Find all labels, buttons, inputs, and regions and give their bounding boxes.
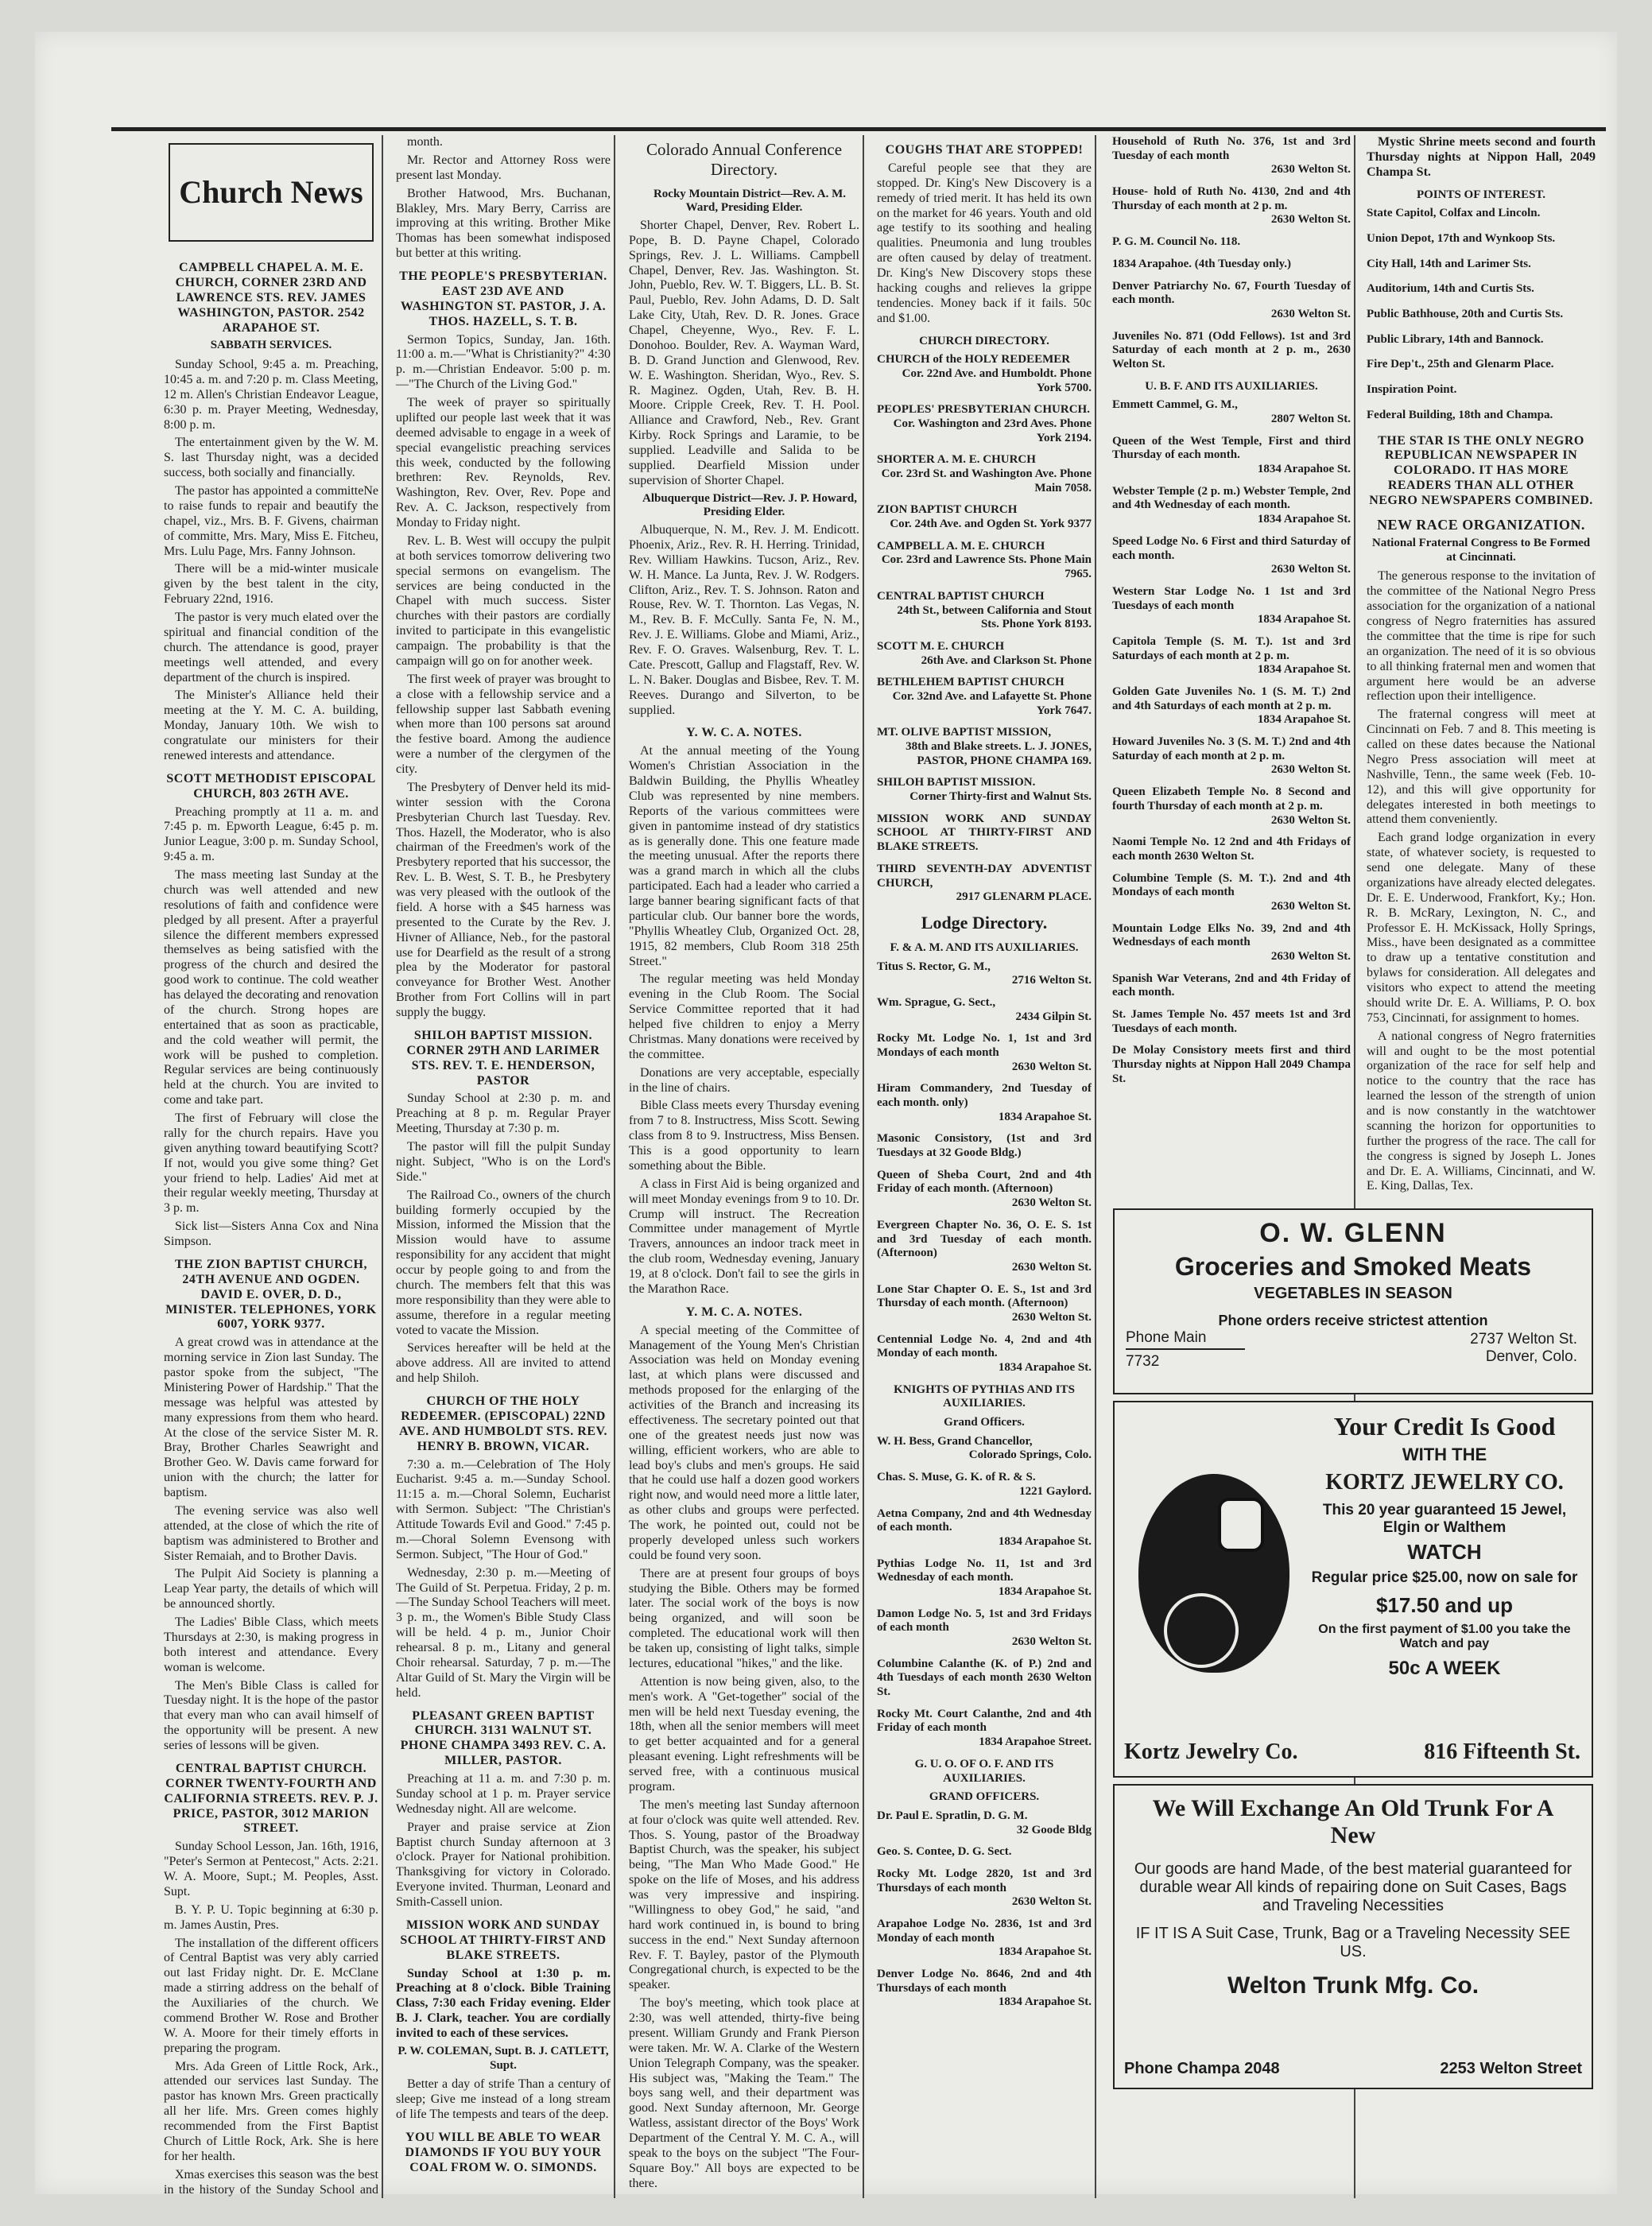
ymca-heading: Y. M. C. A. NOTES. xyxy=(685,1305,803,1319)
poi-item: Federal Building, 18th and Champa. xyxy=(1367,408,1553,421)
zion-heading: THE ZION BAPTIST CHURCH, 24TH AVENUE AND OGDEN. DAVID E. OVER, D. D., MINISTER. TELEPHONES, YORK 6007, YORK 9377. xyxy=(165,1257,377,1332)
ywca-p5: A class in First Aid is being organized and will meet Monday evenings from 9 to 10. Dr. Crump will instruct. The Recreation Committee under management of Myrtle Travers, announces an indoor track meet in the club room, Wednesday evening, January 19, at 8 o'clock. Don't fail to see the girls in the Marathon Race. xyxy=(629,1177,859,1296)
lodge-entry xyxy=(877,1169,1092,1211)
church-entry xyxy=(877,353,1092,395)
campbell-p2: The entertainment given by the W. M. S. last Thursday night, was a decided success, both socially and financially. xyxy=(164,436,378,480)
peoples-p5: The Presbytery of Denver held its mid-winter session with the Corona Presbyterian Church last Tuesday. Rev. Thos. Hazell, the Moderator, who is also chairman of the Freedmen's work of the Presbytery reported that his successor, the Rev. L. B. West, S. T. B., he Presbytery was very pleased with the outlook of the field. A horse with a $45 harness was presented to the Curate by the Rev. J. Hivner of Alliance, Neb., for the pastoral use for Dearfield as the result of a strong plea by the Moderator for pastoral conveyance for Brother West. Another Brother from Fort Collins will in part supply the buggy. xyxy=(396,780,611,1019)
page-title: Church News xyxy=(179,174,363,211)
ubf-entry-name: Western Star Lodge No. 1 1st and 3rd Tuesdays of each month xyxy=(1112,584,1351,612)
odd-fellows-entry xyxy=(1112,258,1351,272)
kortz-l1: Your Credit Is Good xyxy=(1333,1412,1556,1441)
odd-fellows-list xyxy=(1107,135,1355,372)
column-1 xyxy=(159,135,383,2198)
mission-heading: MISSION WORK AND SUNDAY SCHOOL AT THIRTY-FIRST AND BLAKE STREETS. xyxy=(400,1918,607,1962)
lodge-entry xyxy=(877,960,1092,988)
odd-fellows-entry-name: Denver Patriarchy No. 67, Fourth Tuesday of each month. xyxy=(1112,279,1351,307)
lodge-entry xyxy=(877,1132,1092,1160)
church-entry-name: SHORTER A. M. E. CHURCH xyxy=(877,453,1036,467)
ubf-entry-address: 1834 Arapahoe St. xyxy=(1257,613,1351,626)
poi-item: State Capitol, Colfax and Lincoln. xyxy=(1367,207,1541,220)
church-entry xyxy=(877,403,1092,445)
campbell-heading: CAMPBELL CHAPEL A. M. E. CHURCH, CORNER 23RD AND LAWRENCE STS. REV. JAMES WASHINGTON, PASTOR. 2542 ARAPAHOE ST. xyxy=(175,261,367,335)
kortz-l7: $17.50 and up xyxy=(1376,1593,1513,1617)
kortz-ad xyxy=(1113,1401,1593,1778)
ubf-entry xyxy=(1112,785,1351,828)
lodge-entry-name: Hiram Commandery, 2nd Tuesday of each month. only) xyxy=(877,1082,1092,1110)
coughs-p1: Careful people see that they are stopped. Dr. King's New Discovery is a remedy of tried merit. It has held its own on the market for 46 years. Youth and old age testify to its soothing and healing qualities. Pneumonia and lung troubles are often caused by delay of treatment. Dr. King's New Discovery stops these hacking coughs and relieves la grippe tendencies. Money back if it fails. 50c and $1.00. xyxy=(877,161,1092,325)
star-notice: THE STAR IS THE ONLY NEGRO REPUBLICAN NEWSPAPER IN COLORADO. IT HAS MORE READERS THAN ALL OTHER NEGRO NEWSPAPERS COMBINED. xyxy=(1369,433,1593,507)
lodge-entry-name: Wm. Sprague, G. Sect., xyxy=(877,995,996,1009)
conf-p3: Albuquerque District—Rev. J. P. Howard, Presiding Elder. xyxy=(642,491,857,519)
oof-entry-address: 2630 Welton St. xyxy=(1011,1895,1092,1909)
scott-p1: Preaching promptly at 11 a. m. and 7:45 p. m. Epworth League, 6:45 p. m. Junior League, 3:00 p. m. Sunday School, 9:45 a. m. xyxy=(164,805,378,864)
ubf-list xyxy=(1107,398,1355,1086)
church-entry-name: SHILOH BAPTIST MISSION. xyxy=(877,776,1036,789)
coal-ad: YOU WILL BE ABLE TO WEAR DIAMONDS IF YOU BUY YOUR COAL FROM W. O. SIMONDS. xyxy=(405,2130,602,2174)
oof-entry xyxy=(877,1918,1092,1960)
zion-p5: The Men's Bible Class is called for Tuesday night. It is the hope of the pastor that every man who can avail himself of the opportunity will be present. A new series of lessons will be given. xyxy=(164,1678,378,1753)
ywca-p4: Bible Class meets every Thursday evening from 7 to 8. Instructress, Miss Scott. Sewing class from 8 to 9. Instructress, Miss Bensen. This is a good opportunity to learn something about the Bible. xyxy=(629,1099,859,1173)
ubf-entry-name: Howard Juveniles No. 3 (S. M. T.) 2nd and 4th Saturday of each month at 2 p. m. xyxy=(1112,735,1351,762)
mission-sig: P. W. COLEMAN, Supt. B. J. CATLETT, Supt. xyxy=(397,2044,609,2072)
scott-p2: The mass meeting last Sunday at the church was well attended and new resolutions of faith and confidence were pledged by all present. After a prayerful silence the different members expressed themselves as being satisfied with the progress of the church and desired the good work to continue. The cold weather has delayed the decorating and renovation of the church. Strong hopes are entertained that as soon as practicable, and the cold weather will permit, the work will be pushed to completion. Regular services are being continuously held at the church. You are invited to come and take part. xyxy=(164,868,378,1107)
church-entry xyxy=(877,640,1092,668)
shiloh-p4: Services hereafter will be held at the above address. All are invited to attend and help Shiloh. xyxy=(396,1341,611,1386)
peoples-p1: Sermon Topics, Sunday, Jan. 16th. 11:00 a. m.—"What is Christianity?" 4:30 p. m.—Christian Endeavor. 5:00 p. m.—"The Church of the Living God." xyxy=(396,332,611,392)
zion-p1: A great crowd was in attendance at the morning service in Zion last Sunday. The pastor spoke from the subject, "The Ministering Power of Hardship." That the message was helpful was attested by many expressions from them who heard. At the close of the service Sister M. R. Bray, Brother Charles Seawright and Brother Geo. W. Davis came forward for union with the church; the latter for baptism. xyxy=(164,1336,378,1500)
watch-face xyxy=(1164,1593,1239,1668)
church-entry xyxy=(877,540,1092,582)
ubf-entry-name: Speed Lodge No. 6 First and third Saturday of each month. xyxy=(1112,534,1351,562)
church-entry-address: 26th Ave. and Clarkson St. Phone xyxy=(921,653,1092,667)
column-3 xyxy=(624,135,864,2198)
oof-entry-address: 1834 Arapahoe St. xyxy=(998,1945,1092,1959)
col2-p0c: Brother Hatwood, Mrs. Buchanan, Blakley, Mrs. Mary Berry, Carriss are improving at this writing. Brother Mike Thomas has been somewhat indisposed but better at this writing. xyxy=(396,186,611,261)
lodge-entry-name: Lone Star Chapter O. E. S., 1st and 3rd Thursday of each month. (Afternoon) xyxy=(877,1282,1092,1310)
ymca-p4: The men's meeting last Sunday afternoon at four o'clock was quite well attended. Rev. Thos. S. Young, pastor of the Broadway Baptist Church, was the speaker, his subject being, "The Man Who Made Good." He spoke on the life of Moses, and his address was very impressive and inspiring. "Willingness to obey God," he said, "and hard work continued in, is bound to bring success in the end." Next Sunday afternoon Rev. F. T. Bayley, pastor of the Plymouth Congregational church, is expected to be the speaker. xyxy=(629,1797,859,1992)
oof-section: G. U. O. OF O. F. AND ITS AUXILIARIES. xyxy=(914,1757,1054,1785)
ywca-p2: The regular meeting was held Monday evening in the Club Room. The Social Service Committee reported that it had helped five children to enjoy a Merry Christmas. Many donations were received by the committee. xyxy=(629,972,859,1061)
zion-p3: The Pulpit Aid Society is planning a Leap Year party, the details of which will be announced shortly. xyxy=(164,1567,378,1611)
lodge-entry xyxy=(877,1082,1092,1124)
zion-p2: The evening service was also well attended, at the close of which the rite of baptism was administered to Brother and Sister Remaiah, and to Brother Davis. xyxy=(164,1503,378,1563)
shiloh-p2: The pastor will fill the pulpit Sunday night. Subject, "Who is on the Lord's Side." xyxy=(396,1140,611,1184)
kp-entry xyxy=(877,1471,1092,1499)
church-entry-name: CENTRAL BAPTIST CHURCH xyxy=(877,589,1045,603)
odd-fellows-entry xyxy=(1112,330,1351,372)
ubf-entry-address: 2807 Welton St. xyxy=(1270,413,1351,425)
church-entry-name: MT. OLIVE BAPTIST MISSION, xyxy=(877,726,1052,739)
column-rule xyxy=(863,135,864,2198)
church-entry-address: Cor. Washington and 23rd Aves. Phone York 2194. xyxy=(893,417,1092,444)
church-entry xyxy=(877,776,1092,804)
church-entry-address: Cor. 23rd St. and Washington Ave. Phone Main 7058. xyxy=(881,467,1092,494)
ubf-entry xyxy=(1112,535,1351,577)
ubf-entry xyxy=(1112,585,1351,627)
column-rule xyxy=(1095,135,1096,2198)
church-entry-address: Corner Thirty-first and Walnut Sts. xyxy=(909,790,1092,804)
ywca-p1: At the annual meeting of the Young Women's Christian Association in the Baldwin Building, the Phyllis Wheatley Club was represented by nine members. Reports of the various committees were given in pantomime instead of dry statistics as is generally done. This one feature made the meeting unusual. After the reports there was a grand march in which all the clubs participated. Each had a leader who carried a large banner bearing significant facts of that particular club. Our banner bore the words, "Phyllis Wheatley Club, Organized Oct. 28, 1915, 82 members, Club Room 318 25th Street." xyxy=(629,744,859,968)
ubf-entry-name: Webster Temple (2 p. m.) Webster Temple, 2nd and 4th Wednesday of each month. xyxy=(1112,484,1351,512)
oof-entry-name: Geo. S. Contee, D. G. Sect. xyxy=(877,1845,1012,1859)
ubf-entry-address: 2630 Welton St. xyxy=(1270,763,1351,777)
ubf-entry-name: Spanish War Veterans, 2nd and 4th Friday of each month. xyxy=(1112,971,1351,999)
coughs-heading: COUGHS THAT ARE STOPPED! xyxy=(885,143,1084,157)
church-entry-name: THIRD SEVENTH-DAY ADVENTIST CHURCH, xyxy=(877,862,1092,890)
welton-phone: Phone Champa 2048 xyxy=(1124,2060,1280,2077)
church-entry-address: Cor. 24th Ave. and Ogden St. York 9377 xyxy=(890,518,1092,531)
peoples-p2: The week of prayer so spiritually uplifted our people last week that it was deemed advisable to engage in a week of special evangelistic preaching services this week, conducted by the following brethren: Rev. Reynolds, Rev. Washington, Rev. Over, Rev. Pope and Rev. A. C. Jackson, respectively from Monday to Friday night. xyxy=(396,396,611,529)
kp-entry xyxy=(877,1658,1092,1700)
church-entry xyxy=(877,726,1092,768)
lodge-directory-title: Lodge Directory. xyxy=(921,912,1048,933)
welton-name: Welton Trunk Mfg. Co. xyxy=(1227,1972,1479,1999)
ubf-entry xyxy=(1112,1008,1351,1036)
conference-directory-title: Colorado Annual Conference Directory. xyxy=(646,140,843,179)
ubf-entry-name: Columbine Temple (S. M. T.). 2nd and 4th Mondays of each month xyxy=(1112,871,1351,899)
kp-entry-name: Aetna Company, 2nd and 4th Wednesday of each month. xyxy=(877,1507,1092,1534)
lodge-entry-name: Titus S. Rector, G. M., xyxy=(877,960,991,973)
welton-addr: 2253 Welton Street xyxy=(1440,2060,1582,2077)
church-entry-name: ZION BAPTIST CHURCH xyxy=(877,503,1018,517)
poi-item: Public Bathhouse, 20th and Curtis Sts. xyxy=(1367,308,1564,321)
church-entry-name: PEOPLES' PRESBYTERIAN CHURCH. xyxy=(877,403,1090,417)
ubf-entry xyxy=(1112,398,1351,426)
kp-entry-name: Rocky Mt. Court Calanthe, 2nd and 4th Friday of each month xyxy=(877,1707,1092,1735)
column-4 xyxy=(872,135,1096,2198)
poi-item: Auditorium, 14th and Curtis Sts. xyxy=(1367,282,1534,296)
kp-sub: Grand Officers. xyxy=(944,1416,1025,1429)
ymca-p2: There are at present four groups of boys studying the Bible. Others may be formed later. The social work of the boys is now being organized, and will soon be completed. The educational work will then be taken up, consisting of light talks, simple lectures, educational "hikes," and the like. xyxy=(629,1566,859,1670)
fam-section: F. & A. M. AND ITS AUXILIARIES. xyxy=(890,940,1079,954)
shiloh-heading: SHILOH BAPTIST MISSION. CORNER 29TH AND LARIMER STS. REV. T. E. HENDERSON, PASTOR xyxy=(406,1028,600,1088)
watch-illustration xyxy=(1138,1474,1289,1673)
oof-list xyxy=(872,1809,1096,2010)
ubf-entry xyxy=(1112,635,1351,677)
scott-p3: The first of February will close the rally for the church repairs. Have you given anything toward beautifying Scott? If not, would you give some thing? Get your friend to help. Ladies' Aid met at their regular weekly meeting, Thursday at 3 p. m. xyxy=(164,1111,378,1216)
lodge-entry xyxy=(877,1283,1092,1325)
kp-entry-name: Pythias Lodge No. 11, 1st and 3rd Wednesday of each month. xyxy=(877,1557,1092,1584)
ubf-entry-name: De Molay Consistory meets first and third Thursday nights at Nippon Hall 2049 Champa St. xyxy=(1112,1044,1351,1085)
holy-heading: CHURCH OF THE HOLY REDEEMER. (EPISCOPAL) 22ND AVE. AND HUMBOLDT STS. REV. HENRY B. BROWN, VICAR. xyxy=(398,1394,607,1453)
oof-entry xyxy=(877,1867,1092,1910)
lodge-entry xyxy=(877,996,1092,1024)
odd-fellows-entry-address: 2630 Welton St. xyxy=(1270,213,1351,227)
oof-entry-name: Rocky Mt. Lodge 2820, 1st and 3rd Thursdays of each month xyxy=(877,1867,1092,1894)
nro-title: NEW RACE ORGANIZATION. xyxy=(1377,516,1585,533)
holy-p1: 7:30 a. m.—Celebration of The Holy Eucharist. 9:45 a. m.—Sunday School. 11:15 a. m.—Choral Solemn, Eucharist with Sermon. Subject: "The Christian's Attitude Towards Evil and Good." 7:45 p. m.—Choral Solemn Evensong with Sermon. Subject, "The Hour of God." xyxy=(396,1457,611,1561)
poi-title: POINTS OF INTEREST. xyxy=(1416,188,1546,201)
column-2 xyxy=(391,135,615,2198)
pleasant-p2: Prayer and praise service at Zion Baptist church Sunday afternoon at 3 o'clock. Prayer for National prohibition. Thanksgiving for victory in Colorado. Everyone invited. Thurman, Leonard and Smith-Cassell union. xyxy=(396,1820,611,1909)
oof-entry xyxy=(877,1845,1092,1860)
column-6 xyxy=(1362,135,1600,1192)
welton-l1: We Will Exchange An Old Trunk For A New xyxy=(1152,1795,1554,1848)
glenn-ad xyxy=(1113,1208,1593,1394)
odd-fellows-entry xyxy=(1112,135,1351,177)
ubf-entry-address: 2630 Welton St. xyxy=(1270,899,1351,913)
church-entry-name: SCOTT M. E. CHURCH xyxy=(877,639,1005,653)
ubf-entry-name: Emmett Cammel, G. M., xyxy=(1112,398,1238,412)
lodge-entry-name: Centennial Lodge No. 4, 2nd and 4th Monday of each month. xyxy=(877,1332,1092,1360)
church-entry xyxy=(877,453,1092,495)
ubf-entry xyxy=(1112,872,1351,914)
glenn-line1: Groceries and Smoked Meats xyxy=(1174,1252,1532,1281)
peoples-p4: The first week of prayer was brought to a close with a fellowship service and a fellowship supper last Sabbath evening when more than 100 persons sat around the festive board. Among the audience were a number of the clergymen of the city. xyxy=(396,672,611,776)
welton-l3: IF IT IS A Suit Case, Trunk, Bag or a Traveling Necessity SEE US. xyxy=(1135,1925,1571,1960)
scott-heading: SCOTT METHODIST EPISCOPAL CHURCH, 803 26TH AVE. xyxy=(166,771,376,801)
lodge-list xyxy=(872,960,1096,1375)
kortz-l9: 50c A WEEK xyxy=(1388,1658,1501,1679)
watch-crown xyxy=(1218,1498,1264,1552)
campbell-p1: Sunday School, 9:45 a. m. Preaching, 10:45 a. m. and 7:20 p. m. Class Meeting, 12 m. Allen's Christian Endeavor League, 6:30 p. m. Prayer Meeting, Wednesday, 8:00 p. m. xyxy=(164,358,378,432)
kp-entry xyxy=(877,1607,1092,1650)
ubf-entry xyxy=(1112,685,1351,727)
kortz-l2: WITH THE xyxy=(1402,1445,1487,1464)
poi-item: Public Library, 14th and Bannock. xyxy=(1367,332,1544,346)
ubf-entry-address: 1834 Arapahoe St. xyxy=(1257,513,1351,526)
kortz-l6: Regular price $25.00, now on sale for xyxy=(1311,1569,1578,1586)
ubf-entry-name: Queen of the West Temple, First and third Thursday of each month. xyxy=(1112,434,1351,462)
nro-p2: The fraternal congress will meet at Cincinnati on Feb. 7 and 8. This meeting is called on these dates because the National Negro Press association will meet at Nashville, Tenn., the same week (Feb. 10-12), and this will give opportunity for delegates interested in both meetings to attend them conveniently. xyxy=(1367,708,1596,827)
shiloh-p1: Sunday School at 2:30 p. m. and Preaching at 8 p. m. Regular Prayer Meeting, Thursday at 7:30 p. m. xyxy=(396,1092,611,1136)
kp-entry-address: 1834 Arapahoe St. xyxy=(998,1534,1092,1548)
column-rule xyxy=(382,135,383,2198)
welton-trunk-ad xyxy=(1113,1784,1593,2089)
kp-list xyxy=(872,1435,1096,1750)
kp-entry-name: Damon Lodge No. 5, 1st and 3rd Fridays of each month xyxy=(877,1607,1092,1635)
kp-entry-address: 2630 Welton St. xyxy=(1011,1635,1092,1649)
lodge-entry xyxy=(877,1219,1092,1275)
col2-p0: month. xyxy=(407,135,443,149)
peoples-p3: Rev. L. B. West will occupy the pulpit at both services tomorrow delivering two special sermons on evangelism. The services are being conducted in the Chapel with much success. Sister churches with their pastors are cordially invited to participate in this evangelistic campaign. The probability is that the campaign will go on for another week. xyxy=(396,533,611,668)
scott-p4: Sick list—Sisters Anna Cox and Nina Simpson. xyxy=(164,1220,378,1249)
kp-entry-name: W. H. Bess, Grand Chancellor, xyxy=(877,1434,1033,1448)
ubf-entry-name: Capitola Temple (S. M. T.). 1st and 3rd Saturdays of each month at 2 p. m. xyxy=(1112,634,1351,662)
odd-fellows-entry-name: Juveniles No. 871 (Odd Fellows). 1st and 3rd Saturday of each month at 2 p. m., 2630 Welton St. xyxy=(1112,329,1351,370)
campbell-p4: There will be a mid-winter musicale given by the best talent in the city, February 22nd, 1916. xyxy=(164,562,378,607)
ubf-entry-name: St. James Temple No. 457 meets 1st and 3rd Tuesdays of each month. xyxy=(1112,1008,1351,1035)
glenn-addr2: Denver, Colo. xyxy=(1485,1348,1577,1365)
ymca-p1: A special meeting of the Committee of Management of the Young Men's Christian Association was held on Monday evening last, at which plans were discussed and methods proposed for the enlarging of the activities of the Branch and increasing its effectiveness. The secretary pointed out that one of the greatest needs just now was willing, efficient workers, who are able to lead boy's clubs and men's groups. He said that he could use half a dozen good workers right now, and would need more a little later, as other clubs and groups were perfected. The work, he pointed out, could not be properly developed unless such workers could be found very soon. xyxy=(629,1323,859,1562)
church-entry-name: MISSION WORK AND SUNDAY SCHOOL AT THIRTY-FIRST AND BLAKE STREETS. xyxy=(877,812,1092,854)
church-entry-address: Cor. 32nd Ave. and Lafayette St. Phone York 7647. xyxy=(892,689,1092,717)
zion-p4: The Ladies' Bible Class, which meets Thursdays at 2:30, is making progress in both interest and attendance. Every woman is welcome. xyxy=(164,1615,378,1674)
ubf-entry-address: 1834 Arapahoe St. xyxy=(1257,463,1351,476)
odd-fellows-entry-name: P. G. M. Council No. 118. xyxy=(1112,235,1241,249)
kp-entry xyxy=(877,1708,1092,1750)
poi-list xyxy=(1362,207,1600,422)
ubf-section: U. B. F. AND ITS AUXILIARIES. xyxy=(1145,379,1318,393)
church-entry-address: 2917 GLENARM PLACE. xyxy=(956,890,1092,904)
kp-entry-name: Columbine Calanthe (K. of P.) 2nd and 4th Tuesdays of each month 2630 Welton St. xyxy=(877,1657,1092,1699)
col2-p0b: Mr. Rector and Attorney Ross were present last Monday. xyxy=(396,153,611,182)
ubf-entry xyxy=(1112,972,1351,1000)
ubf-entry-address: 2630 Welton St. xyxy=(1270,950,1351,963)
central-heading: CENTRAL BAPTIST CHURCH. CORNER TWENTY-FOURTH AND CALIFORNIA STREETS. REV. P. J. PRICE, PASTOR, 3012 MARION STREET. xyxy=(164,1761,378,1836)
church-entry xyxy=(877,863,1092,905)
ubf-entry-address: 2630 Welton St. xyxy=(1270,563,1351,576)
nro-p3: Each grand lodge organization in every state, of whatever society, is requested to send one delegate. Many of these organizations have already elected delegates. Dr. E. E. Underwood, Frankfort, Ky.; Hon. R. B. McRary, Lexington, N. C., and Professor E. H. McKissack, Holly Springs, Miss., have been designated as a committee to draw up a tentative constitution and bylaws for consideration. All delegates and visitors who expect to attend the meeting should write Dr. E. A. Williams, P. O. box 753, Cincinnati, for assignment to homes. xyxy=(1367,831,1596,1025)
campbell-p3: The pastor has appointed a committeNe to raise funds to repair and beautify the chapel, viz., Mrs. B. F. Givens, chairman of committe, Mrs. Mary, Miss E. Fitcheu, Mrs. Lulu Page, Mrs. Fanny Johnson. xyxy=(164,484,378,558)
poem: Better a day of strife Than a century of sleep; Give me instead of a long stream of life The tempests and tears of the deep. xyxy=(396,2077,611,2121)
kp-entry-address: Colorado Springs, Colo. xyxy=(968,1448,1092,1462)
ubf-entry xyxy=(1112,1044,1351,1086)
odd-fellows-entry-address: 2630 Welton St. xyxy=(1270,163,1351,176)
kortz-addr: 816 Fifteenth St. xyxy=(1424,1739,1580,1764)
ywca-heading: Y. W. C. A. NOTES. xyxy=(686,726,802,740)
lodge-entry-address: 2716 Welton St. xyxy=(1011,974,1092,987)
kortz-l4: This 20 year guaranteed 15 Jewel, Elgin or Walthem xyxy=(1322,1502,1567,1536)
odd-fellows-entry-name: 1834 Arapahoe. (4th Tuesday only.) xyxy=(1112,257,1292,270)
glenn-address xyxy=(1470,1331,1577,1366)
masthead-box xyxy=(169,143,374,242)
oof-entry xyxy=(877,1968,1092,2010)
kp-entry xyxy=(877,1435,1092,1463)
lodge-entry-address: 2630 Welton St. xyxy=(1011,1310,1092,1324)
lodge-entry-name: Queen of Sheba Court, 2nd and 4th Friday of each month. (Afternoon) xyxy=(877,1168,1092,1196)
odd-fellows-entry xyxy=(1112,185,1351,227)
central-p2: B. Y. P. U. Topic beginning at 6:30 p. m. James Austin, Pres. xyxy=(164,1902,378,1932)
kp-entry-address: 1834 Arapahoe St. xyxy=(998,1584,1092,1598)
ubf-entry-address: 1834 Arapahoe St. xyxy=(1257,663,1351,677)
glenn-addr1: 2737 Welton St. xyxy=(1470,1331,1577,1348)
glenn-line3: Phone orders receive strictest attention xyxy=(1218,1313,1488,1328)
poi-item: Union Depot, 17th and Wynkoop Sts. xyxy=(1367,232,1556,245)
ubf-entry xyxy=(1112,435,1351,477)
campbell-p6: The Minister's Alliance held their meeting at the Y. M. C. A. building, Monday, January 10th. We wish to congratulate our ministers for their renewed interests and attendance. xyxy=(164,688,378,762)
lodge-entry-address: 2434 Gilpin St. xyxy=(1015,1010,1092,1023)
kp-entry xyxy=(877,1507,1092,1549)
lodge-entry-address: 2630 Welton St. xyxy=(1011,1196,1092,1210)
nro-p4: A national congress of Negro fraternities will and ought to be the most potential organization of the race for self help and notice to the country that the race has learned the lesson of the strength of union and is now constantly in the watchtower scanning the horizon for opportunities to further the progress of the race. The call for the congress is signed by Joseph L. Jones and Dr. E. A. Williams, Cincinnati, and W. E. King, Dallas, Tex. xyxy=(1367,1029,1596,1192)
campbell-p5: The pastor is very much elated over the spiritual and financial condition of the church. The attendance is good, prayer meetings well attended, and every department of the church is inspired. xyxy=(164,611,378,684)
kortz-l8: On the first payment of $1.00 you take the Watch and pay xyxy=(1318,1623,1571,1650)
church-entry xyxy=(877,676,1092,718)
peoples-heading: THE PEOPLE'S PRESBYTERIAN. EAST 23D AVE AND WASHINGTON ST. PASTOR, J. A. THOS. HAZELL, S. T. B. xyxy=(399,270,607,328)
ymca-p5: The boy's meeting, which took place at 2:30, was well attended, thirty-five being present. William Grundy and Frank Pierson were taken. Mr. W. A. Clarke of the Western Union Telegraph Company, was the speaker. His subject was, "Making the Team." The boys sang well, and their department was good. Next Sunday afternoon, Mr. George Watless, assistant director of the Boys' Work Department of the Central Y. M. C. A., will speak to the boys on the subject "The Four-Square Boy." All boys are expected to be there. xyxy=(629,1996,859,2190)
church-entry xyxy=(877,590,1092,632)
odd-fellows-entry-name: Household of Ruth No. 376, 1st and 3rd Tuesday of each month xyxy=(1112,135,1351,162)
kp-entry-address: 1221 Gaylord. xyxy=(1019,1484,1092,1498)
kortz-l5: WATCH xyxy=(1407,1540,1482,1564)
church-entry-name: BETHLEHEM BAPTIST CHURCH xyxy=(877,676,1064,689)
church-entry-name: CHURCH of the HOLY REDEEMER xyxy=(877,353,1071,366)
column-rule xyxy=(614,135,615,2198)
central-p5: Xmas exercises this season was the best in the history of the Sunday School and xyxy=(164,2167,378,2197)
holy-p2: Wednesday, 2:30 p. m.—Meeting of The Guild of St. Perpetua. Friday, 2 p. m.—The Sunday School Teachers will meet. 3 p. m., the Women's Bible Study Class will be held. 4 p. m., Junior Choir rehearsal. 8 p. m., Litany and general Choir rehearsal. Saturday, 7 p. m.—The Altar Guild of St. Mary the Virgin will be held. xyxy=(396,1565,611,1700)
central-p3: The installation of the different officers of Central Baptist was very ably carried out last Friday night. Dr. E. McClane made a stirring address on the behalf of the Auxiliaries of the church. We commend Brother W. Rose and Brother W. A. Moore for their timely efforts in preparing the program. xyxy=(164,1936,378,2055)
oof-entry-name: Dr. Paul E. Spratlin, D. G. M. xyxy=(877,1809,1028,1822)
church-entry xyxy=(877,503,1092,531)
glenn-phone-num: 7732 xyxy=(1126,1353,1160,1370)
pleasant-p1: Preaching at 11 a. m. and 7:30 p. m. Sunday school at 1 p. m. Prayer service Wednesday night. All are welcome. xyxy=(396,1772,611,1816)
ubf-entry xyxy=(1112,485,1351,527)
ubf-entry-address: 2630 Welton St. xyxy=(1270,813,1351,827)
kp-entry-name: Chas. S. Muse, G. K. of R. & S. xyxy=(877,1471,1036,1484)
oof-entry xyxy=(877,1809,1092,1837)
central-p1: Sunday School Lesson, Jan. 16th, 1916, "Peter's Sermon at Pentecost," Acts. 2:21. W. A. Moore, Supt.; M. Peoples, Asst. Supt. xyxy=(164,1840,378,1898)
ubf-entry-name: Mountain Lodge Elks No. 39, 2nd and 4th Wednesdays of each month xyxy=(1112,921,1351,949)
nro-sub: National Fraternal Congress to Be Formed at Cincinnati. xyxy=(1371,537,1591,564)
lodge-entry-name: Rocky Mt. Lodge No. 1, 1st and 3rd Mondays of each month xyxy=(877,1032,1092,1059)
church-directory-title: CHURCH DIRECTORY. xyxy=(919,334,1049,347)
poi-item: Inspiration Point. xyxy=(1367,383,1457,397)
odd-fellows-entry-name: House- hold of Ruth No. 4130, 2nd and 4th Thursday of each month at 2 p. m. xyxy=(1112,185,1351,212)
odd-fellows-entry xyxy=(1112,280,1351,322)
church-entry-address: 38th and Blake streets. L. J. JONES, PASTOR, PHONE CHAMPA 169. xyxy=(905,740,1092,767)
oof-entry-name: Arapahoe Lodge No. 2836, 1st and 3rd Monday of each month xyxy=(877,1918,1092,1945)
poi-item: City Hall, 14th and Larimer Sts. xyxy=(1367,257,1531,270)
odd-fellows-entry-address: 2630 Welton St. xyxy=(1270,307,1351,320)
lodge-entry xyxy=(877,1032,1092,1074)
odd-fellows-entry xyxy=(1112,235,1351,250)
ubf-entry-address: 1834 Arapahoe St. xyxy=(1257,713,1351,727)
ubf-entry-name: Naomi Temple No. 12 2nd and 4th Fridays of each month 2630 Welton St. xyxy=(1112,836,1351,863)
lodge-entry-address: 1834 Arapahoe St. xyxy=(998,1110,1092,1123)
lodge-entry-address: 2630 Welton St. xyxy=(1011,1060,1092,1073)
oof-entry-address: 1834 Arapahoe St. xyxy=(998,1995,1092,2009)
glenn-name: O. W. GLENN xyxy=(1259,1218,1447,1248)
kp-entry-address: 1834 Arapahoe Street. xyxy=(979,1735,1092,1749)
central-p4: Mrs. Ada Green of Little Rock, Ark., attended our services last Sunday. The pastor has known Mrs. Green practically all her life. Mrs. Green comes highly recommended from the First Baptist Church of Little Rock, Ark. She is here for her health. xyxy=(164,2059,378,2163)
mission-p1: Sunday School at 1:30 p. m. Preaching at 8 o'clock. Bible Training Class, 7:30 each Friday evening. Elder B. J. Clark, teacher. You are cordially invited to each of these services. xyxy=(396,1966,611,2040)
ywca-p3: Donations are very acceptable, especially in the line of chairs. xyxy=(629,1065,859,1095)
nro-p1: The generous response to the invitation of the committee of the National Negro Press association for the organization of a national congress of Negro fraternities has assured the committee that the time is ripe for such an organization. The need of it is so obvious to all thinking fraternal men and women that argument here would be an adverse reflection upon their intelligence. xyxy=(1367,569,1596,704)
church-entry-address: 24th St., between California and Stout Sts. Phone York 8193. xyxy=(897,603,1092,631)
ubf-entry-name: Queen Elizabeth Temple No. 8 Second and fourth Thursday of each month at 2 p. m. xyxy=(1112,785,1351,812)
shiloh-p3: The Railroad Co., owners of the church building formerly occupied by the Mission, informed the Mission that the Mission would have to assume responsibility for any accident that might occur by people going to and from the church. The members felt that this was more responsibility than they were able to assume, therefore in a regular meeting voted to vacate the Mission. xyxy=(396,1188,611,1337)
glenn-line2: VEGETABLES IN SEASON xyxy=(1254,1285,1452,1302)
church-directory-list xyxy=(872,353,1096,905)
lodge-entry-name: Evergreen Chapter No. 36, O. E. S. 1st and 3rd Tuesday of each month. (Afternoon) xyxy=(877,1218,1092,1260)
mystic-shrine: Mystic Shrine meets second and fourth Thursday nights at Nippon Hall, 2049 Champa St. xyxy=(1367,135,1596,179)
oof-entry-name: Denver Lodge No. 8646, 2nd and 4th Thursdays of each month xyxy=(877,1968,1092,1995)
lodge-entry-address: 1834 Arapahoe St. xyxy=(998,1361,1092,1375)
ubf-entry-name: Golden Gate Juveniles No. 1 (S. M. T.) 2nd and 4th Saturdays of each month at 2 p. m. xyxy=(1112,685,1351,712)
lodge-entry xyxy=(877,1333,1092,1375)
poi-item: Fire Dep't., 25th and Glenarm Place. xyxy=(1367,358,1554,371)
glenn-phone-label: Phone Main xyxy=(1126,1329,1245,1350)
ubf-entry xyxy=(1112,735,1351,778)
church-entry-address: Cor. 22nd Ave. and Humboldt. Phone York 5700. xyxy=(902,366,1092,394)
kortz-l3: KORTZ JEWELRY CO. xyxy=(1325,1470,1564,1495)
lodge-entry-address: 2630 Welton St. xyxy=(1011,1260,1092,1274)
welton-l2: Our goods are hand Made, of the best material guaranteed for durable wear All kinds of repairing done on Suit Cases, Bags and Traveling Necessities xyxy=(1134,1860,1573,1914)
ymca-p3: Attention is now being given, also, to the men's work. A "Get-together" social of the men will be held next Tuesday evening, the 18th, when all the senior members will meet to get better acquainted and for a general pleasant evening. Light refreshments will be served free, with a continuous musical program. xyxy=(629,1674,859,1794)
kortz-name: Kortz Jewelry Co. xyxy=(1124,1739,1298,1764)
conf-p2: Shorter Chapel, Denver, Rev. Robert L. Pope, B. D. Payne Chapel, Colorado Springs, Rev. J. L. Williams. Campbell Chapel, Denver, Rev. Jas. Washington. St. John, Pueblo, Rev. W. T. Biggers, LL. B. St. Paul, Pueblo, Rev. John Adams, D. D. Salt Lake City, Utah, Rev. D. R. Jones. Grace Chapel, Cheyenne, Wyo., Rev. F. L. Donohoo. Boulder, Rev. A. Wayman Ward, B. D. Grand Junction and Glenwood, Rev. W. E. Washington. Sheridan, Wyo., Rev. S. R. Maginez. Ogden, Utah, Rev. B. H. Moore. Cripple Creek, Rev. T. H. Pool. Alliance and Crawford, Neb., Rev. Grant Kirby. Rock Springs and Laramie, to be supplied. Leadville and Salida to be supplied. Dearfield Mission under supervision of Shorter Chapel. xyxy=(629,218,859,487)
church-entry xyxy=(877,812,1092,855)
ubf-entry xyxy=(1112,836,1351,863)
conf-p4: Albuquerque, N. M., Rev. J. M. Endicott. Phoenix, Ariz., Rev. R. H. Herring. Trinidad, Rev. William Hawkins. Tucson, Ariz., Rev. W. H. Mance. La Junta, Rev. J. W. Rodgers. Clifton, Ariz., Rev. T. S. Johnson. Raton and Rouse, Rev. W. T. Thornton. Las Vegas, N. M., Rev. B. F. McCully. Santa Fe, N. M., Rev. J. E. Williams. Globe and Miami, Ariz., Rev. F. O. Graves. Walsenburg, Rev. T. L. Cate. Prescott, Gallup and Flagstaff, Rev. W. L. N. Baker. Douglas and Bisbee, Rev. T. M. Reeves. Durango and Silverton, to be supplied. xyxy=(629,523,859,717)
oof-entry-address: 32 Goode Bldg xyxy=(1016,1823,1092,1836)
kp-entry xyxy=(877,1557,1092,1600)
lodge-entry-name: Masonic Consistory, (1st and 3rd Tuesdays at 32 Goode Bldg.) xyxy=(877,1132,1092,1160)
kp-section: KNIGHTS OF PYTHIAS AND ITS AUXILIARIES. xyxy=(894,1383,1075,1410)
church-entry-address: Cor. 23rd and Lawrence Sts. Phone Main 7965. xyxy=(881,553,1092,581)
oof-sub: GRAND OFFICERS. xyxy=(929,1790,1040,1804)
top-rule xyxy=(111,127,1606,131)
campbell-sub: SABBATH SERVICES. xyxy=(210,339,332,352)
church-entry-name: CAMPBELL A. M. E. CHURCH xyxy=(877,539,1045,553)
conf-p1: Rocky Mountain District—Rev. A. M. Ward, Presiding Elder. xyxy=(653,187,847,215)
glenn-phone xyxy=(1126,1329,1245,1371)
pleasant-heading: PLEASANT GREEN BAPTIST CHURCH. 3131 WALNUT ST. PHONE CHAMPA 3493 REV. C. A. MILLER, PASTOR. xyxy=(400,1708,607,1768)
ubf-entry xyxy=(1112,922,1351,964)
